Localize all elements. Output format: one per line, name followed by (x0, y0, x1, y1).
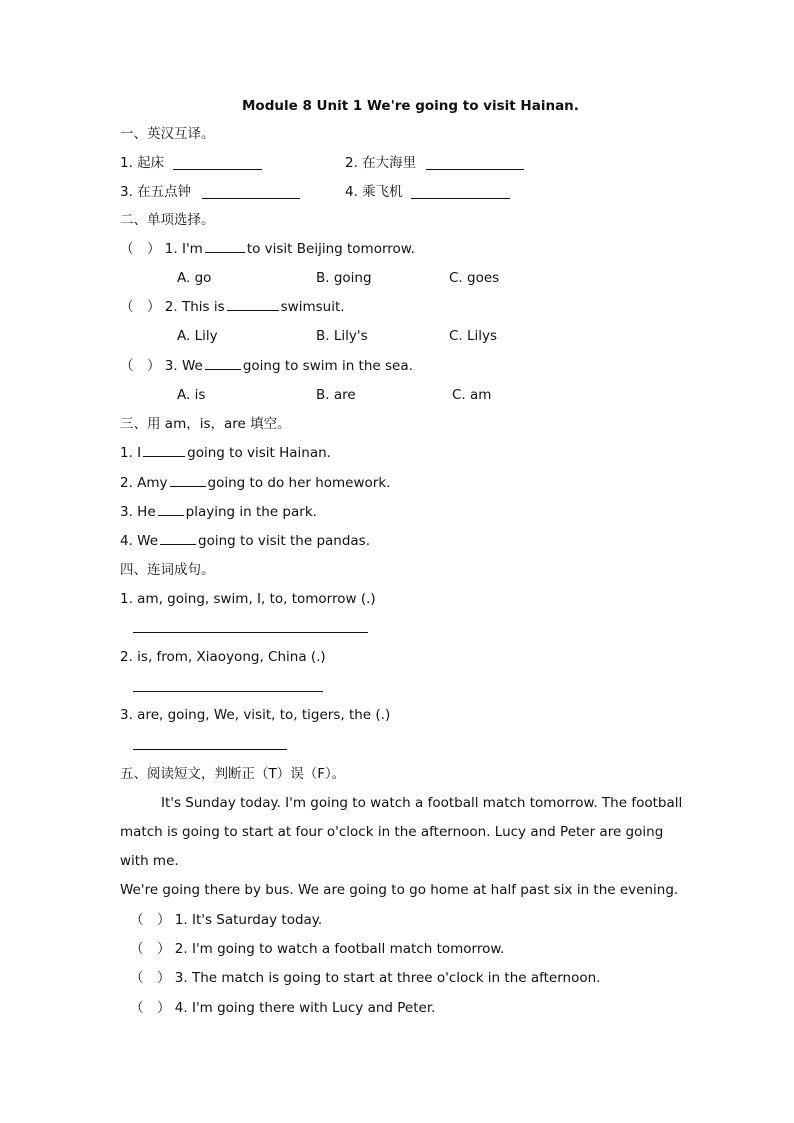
mc-q2-option-b: B. Lily's (316, 328, 368, 344)
passage-line-1: It's Sunday today. I'm going to watch a football match tomorrow. The football (161, 795, 683, 811)
mc-question-2-blank (227, 298, 279, 311)
order-item-2: 2. is, from, Xiaoyong, China (.) (120, 649, 326, 665)
mc-q2-option-a: A. Lily (177, 328, 218, 344)
translate-item-2-text: 2. 在大海里 (345, 155, 417, 171)
tf-answer-paren-1[interactable]: （ ） (130, 912, 171, 928)
translate-answer-line-4[interactable] (411, 198, 510, 199)
mc-q3-option-b: B. are (316, 387, 356, 403)
page-title: Module 8 Unit 1 We're going to visit Hainan. (242, 98, 579, 114)
mc-q3-option-a: A. is (177, 387, 206, 403)
mc-question-3-post: going to swim in the sea. (242, 358, 413, 374)
translate-item-4-text: 4. 乘飞机 (345, 184, 403, 200)
mc-q3-option-c: C. am (452, 387, 492, 403)
mc-question-2-post: swimsuit. (280, 299, 345, 315)
fill-item-3 (120, 503, 317, 521)
mc-q2-option-c: C. Lilys (449, 328, 498, 344)
tf-statement-3-text: 3. The match is going to start at three o'clock in the afternoon. (174, 970, 601, 986)
mc-question-3-blank (205, 357, 241, 370)
passage-line-3: with me. (120, 853, 179, 869)
fill-item-3-post: playing in the park. (185, 504, 317, 520)
fill-item-1-post: going to visit Hainan. (187, 445, 331, 461)
section5-heading: 五、阅读短文，判断正（T）误（F）。 (120, 766, 346, 782)
translate-answer-line-2[interactable] (426, 169, 524, 170)
order-answer-line-3[interactable] (133, 749, 287, 750)
mc-question-3-pre: 3. We (164, 358, 203, 374)
fill-item-2 (120, 474, 390, 492)
mc-answer-paren-1[interactable]: （ ） (120, 241, 161, 257)
section4-heading: 四、连词成句。 (120, 562, 215, 578)
mc-answer-paren-3[interactable]: （ ） (120, 358, 161, 374)
tf-statement-1 (130, 911, 322, 929)
order-answer-line-1[interactable] (133, 632, 368, 633)
translate-item-3-text: 3. 在五点钟 (120, 184, 192, 200)
mc-q1-option-b: B. going (316, 270, 372, 286)
order-item-1: 1. am, going, swim, I, to, tomorrow (.) (120, 591, 376, 607)
passage-line-4: We're going there by bus. We are going to go home at half past six in the evening. (120, 882, 679, 898)
tf-statement-2 (130, 940, 504, 958)
fill-item-1 (120, 444, 331, 462)
mc-answer-paren-2[interactable]: （ ） (120, 299, 161, 315)
passage-line-2: match is going to start at four o'clock in the afternoon. Lucy and Peter are going (120, 824, 664, 840)
tf-statement-2-text: 2. I'm going to watch a football match tomorrow. (174, 941, 505, 957)
tf-answer-paren-2[interactable]: （ ） (130, 941, 171, 957)
fill-item-3-blank[interactable] (158, 503, 184, 516)
fill-item-4-pre: 4. We (120, 533, 159, 549)
fill-item-2-post: going to do her homework. (207, 475, 391, 491)
order-answer-line-2[interactable] (133, 691, 323, 692)
mc-question-1 (120, 240, 415, 258)
tf-statement-4-text: 4. I'm going there with Lucy and Peter. (174, 1000, 436, 1016)
section3-heading: 三、用 am，is，are 填空。 (120, 416, 291, 432)
mc-question-2-pre: 2. This is (164, 299, 225, 315)
fill-item-2-pre: 2. Amy (120, 475, 168, 491)
mc-q1-option-c: C. goes (449, 270, 500, 286)
tf-answer-paren-3[interactable]: （ ） (130, 970, 171, 986)
mc-question-3 (120, 357, 413, 375)
tf-answer-paren-4[interactable]: （ ） (130, 1000, 171, 1016)
translate-answer-line-1[interactable] (173, 169, 262, 170)
translate-item-1-text: 1. 起床 (120, 155, 165, 171)
fill-item-4 (120, 532, 370, 550)
translate-item-4 (345, 183, 403, 201)
mc-q1-option-a: A. go (177, 270, 212, 286)
section2-heading: 二、单项选择。 (120, 212, 215, 228)
fill-item-4-post: going to visit the pandas. (198, 533, 371, 549)
translate-item-3 (120, 183, 191, 201)
translate-item-2 (345, 154, 416, 172)
tf-statement-1-text: 1. It's Saturday today. (174, 912, 323, 928)
mc-question-1-post: to visit Beijing tomorrow. (246, 241, 415, 257)
tf-statement-4 (130, 999, 435, 1017)
fill-item-2-blank[interactable] (170, 474, 206, 487)
fill-item-1-blank[interactable] (143, 444, 185, 457)
section1-heading: 一、英汉互译。 (120, 126, 215, 142)
fill-item-3-pre: 3. He (120, 504, 156, 520)
fill-item-1-pre: 1. I (120, 445, 142, 461)
mc-question-1-blank (205, 240, 245, 253)
tf-statement-3 (130, 969, 600, 987)
mc-question-1-pre: 1. I'm (164, 241, 203, 257)
translate-item-1 (120, 154, 164, 172)
translate-answer-line-3[interactable] (202, 198, 300, 199)
mc-question-2 (120, 298, 345, 316)
order-item-3: 3. are, going, We, visit, to, tigers, the (.) (120, 707, 391, 723)
fill-item-4-blank[interactable] (160, 532, 196, 545)
